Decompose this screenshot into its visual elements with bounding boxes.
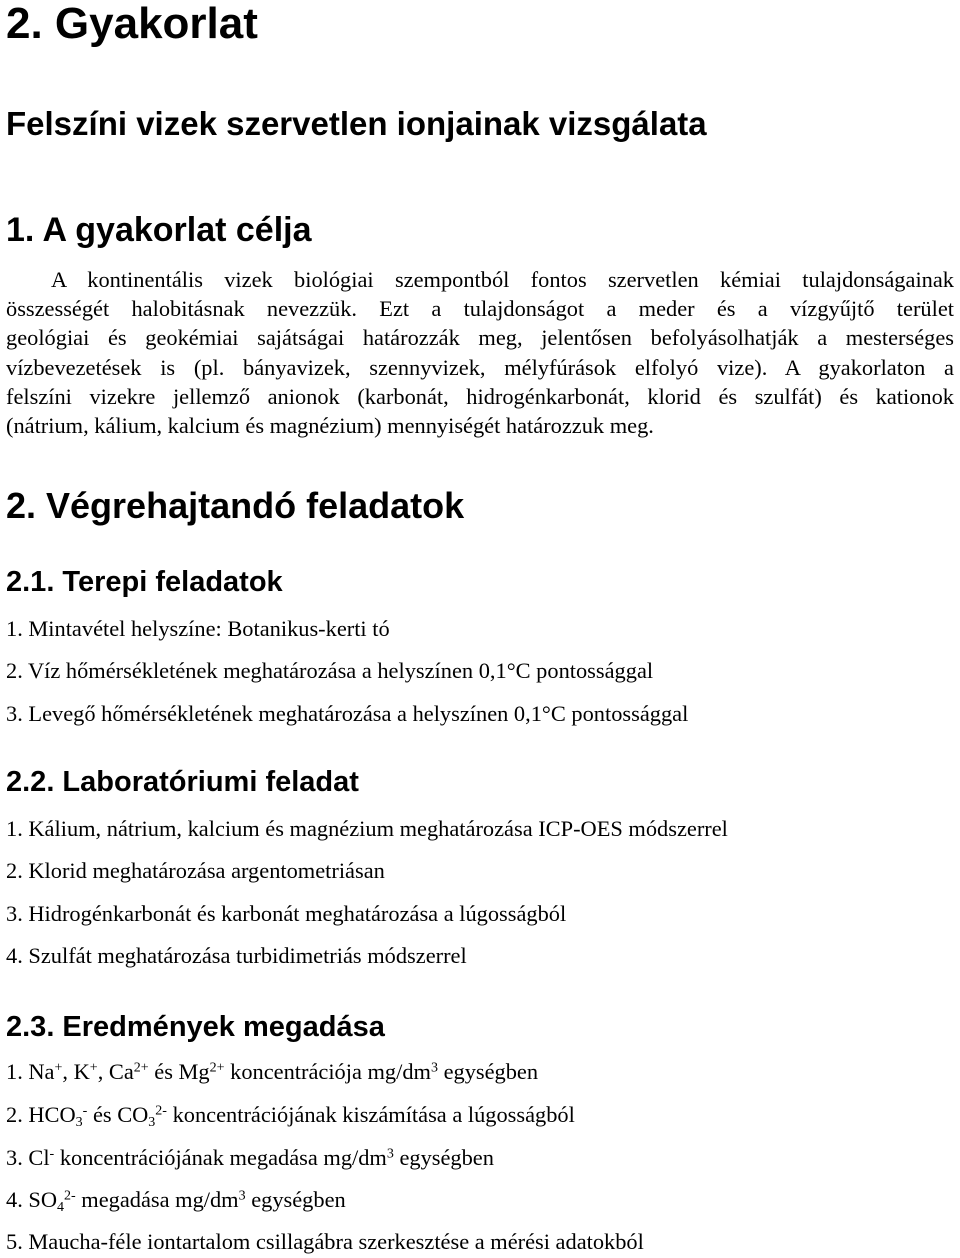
list-item: 5. Maucha-féle iontartalom csillagábra szerkesztése a mérési adatokból — [6, 1229, 644, 1254]
list-item: 3. Hidrogénkarbonát és karbonát meghatározása a lúgosságból — [6, 901, 567, 926]
list-item: 4. Szulfát meghatározása turbidimetriás módszerrel — [6, 943, 467, 968]
list-item: 2. Klorid meghatározása argentometriásan — [6, 858, 385, 883]
subsection-heading-lab: 2.2. Laboratóriumi feladat — [6, 766, 359, 798]
section-heading-goal: 1. A gyakorlat célja — [6, 211, 312, 249]
paragraph-line: felszíni vizekre jellemző anionok (karbonát, hidrogénkarbonát, klorid és szulfát) és kationok — [6, 383, 954, 409]
list-item: 1. Na+, K+, $Ca^{2+}$ és $Mg^{2+}$ koncentrációja $mg/dm^3$ egységben — [6, 1059, 539, 1084]
goal-paragraph — [6, 265, 954, 440]
list-item: 1. Kálium, nátrium, kalcium és magnézium meghatározása ICP-OES módszerrel — [6, 816, 728, 841]
page-title: 2. Gyakorlat — [6, 0, 258, 48]
paragraph-line: összességét halobitásnak nevezzük. Ezt a tulajdonságot a meder és a vízgyűjtő terület — [6, 296, 954, 322]
list-item: 2. $HCO_3^-$ és $CO_3^{2-}$ koncentrációjának kiszámítása a lúgosságból — [6, 1102, 575, 1131]
paragraph-line: (nátrium, kálium, kalcium és magnézium) mennyiségét határozzuk meg. — [6, 413, 654, 439]
list-item: 2. Víz hőmérsékletének meghatározása a helyszínen 0,1°C pontossággal — [6, 658, 654, 683]
subsection-heading-results: 2.3. Eredmények megadása — [6, 1011, 385, 1043]
list-item: 3. Levegő hőmérsékletének meghatározása a helyszínen 0,1°C pontossággal — [6, 701, 689, 726]
paragraph-line: geológiai és geokémiai sajátságai határozzák meg, jelentősen befolyásolhatják a mesterséges — [6, 325, 954, 351]
paragraph-line: vízbevezetések is (pl. bányavizek, szennyvizek, mélyfúrások elfolyó vize). A gyakorlaton a — [6, 354, 954, 380]
subsection-heading-field: 2.1. Terepi feladatok — [6, 566, 283, 598]
paragraph-line: A kontinentális vizek biológiai szempontból fontos szervetlen kémiai tulajdonságainak — [51, 267, 954, 292]
list-item: 3. Cl- koncentrációjának megadása $mg/dm^3$ egységben — [6, 1145, 494, 1170]
list-item: 1. Mintavétel helyszíne: Botanikus-kerti tó — [6, 616, 390, 641]
section-heading-tasks: 2. Végrehajtandó feladatok — [6, 485, 465, 526]
list-item: 4. $SO_4^{2-}$ megadása $mg/dm^3$ egységben — [6, 1187, 346, 1216]
page-subtitle: Felszíni vizek szervetlen ionjainak vizsgálata — [6, 105, 707, 142]
